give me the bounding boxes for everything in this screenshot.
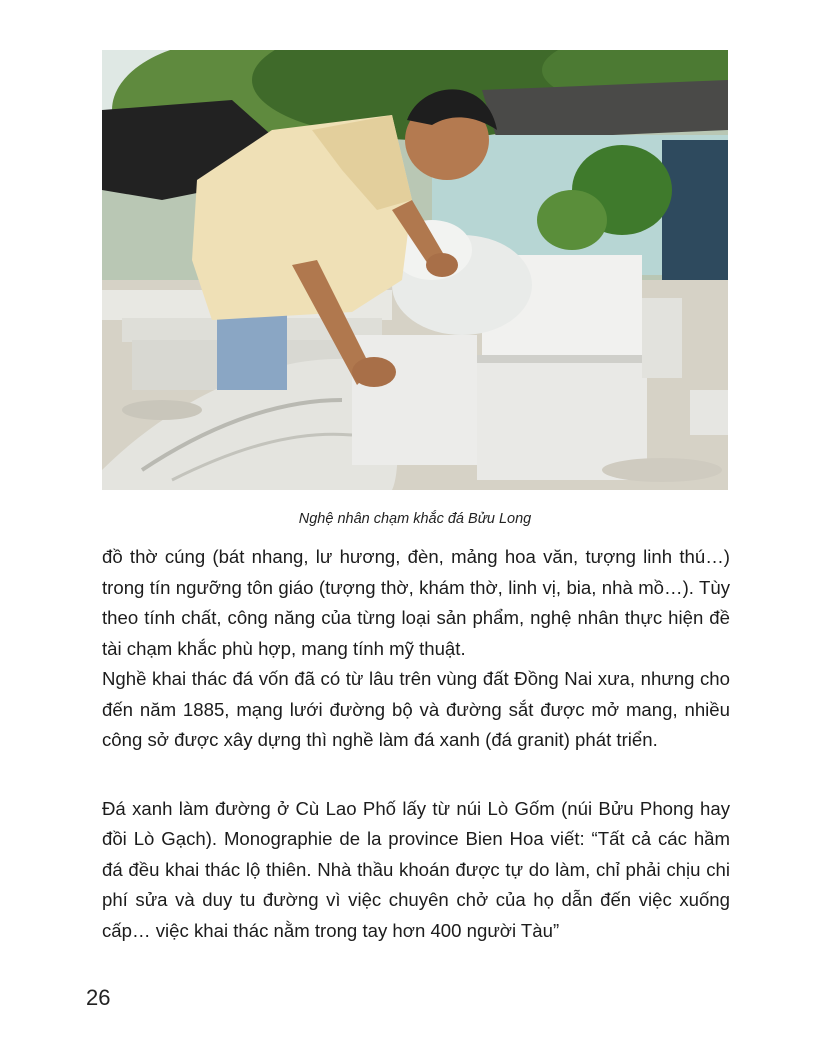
paragraph: Đá xanh làm đường ở Cù Lao Phố lấy từ núi Lò Gốm (núi Bửu Phong hay đồi Lò Gạch). Monographie de la province Bien Hoa viết: “Tất cả các hầm đá đều khai thác lộ thiên. Nhà thầu khoán được tự do làm, chỉ phải chịu chi phí sửa và duy tu đường vì việc chuyên chở của họ dẫn đến việc xuống cấp… việc khai thác nằm trong tay hơn 400 người Tàu” [102, 797, 730, 941]
figure-caption: Nghệ nhân chạm khắc đá Bửu Long [298, 511, 532, 527]
stone-carving-photo [102, 50, 728, 490]
paragraph: đồ thờ cúng (bát nhang, lư hương, đèn, mảng hoa văn, tượng linh thú…) trong tín ngưỡng tôn giáo (tượng thờ, khám thờ, linh vị, bia, nhà mồ…). Tùy theo tính chất, công năng của từng loại sản phẩm, nghệ nhân thực hiện đề tài chạm khắc phù hợp, mang tính mỹ thuật. [102, 546, 730, 659]
paragraph: Nghề khai thác đá vốn đã có từ lâu trên vùng đất Đồng Nai xưa, nhưng cho đến năm 1885, mạng lưới đường bộ và đường sắt được mở mang, nhiều công sở được xây dựng thì nghề làm đá xanh (đá granit) phát triển. [102, 668, 730, 750]
page-number: 26 [86, 985, 111, 1010]
body-text [102, 542, 730, 946]
photo-illustration [102, 50, 728, 490]
